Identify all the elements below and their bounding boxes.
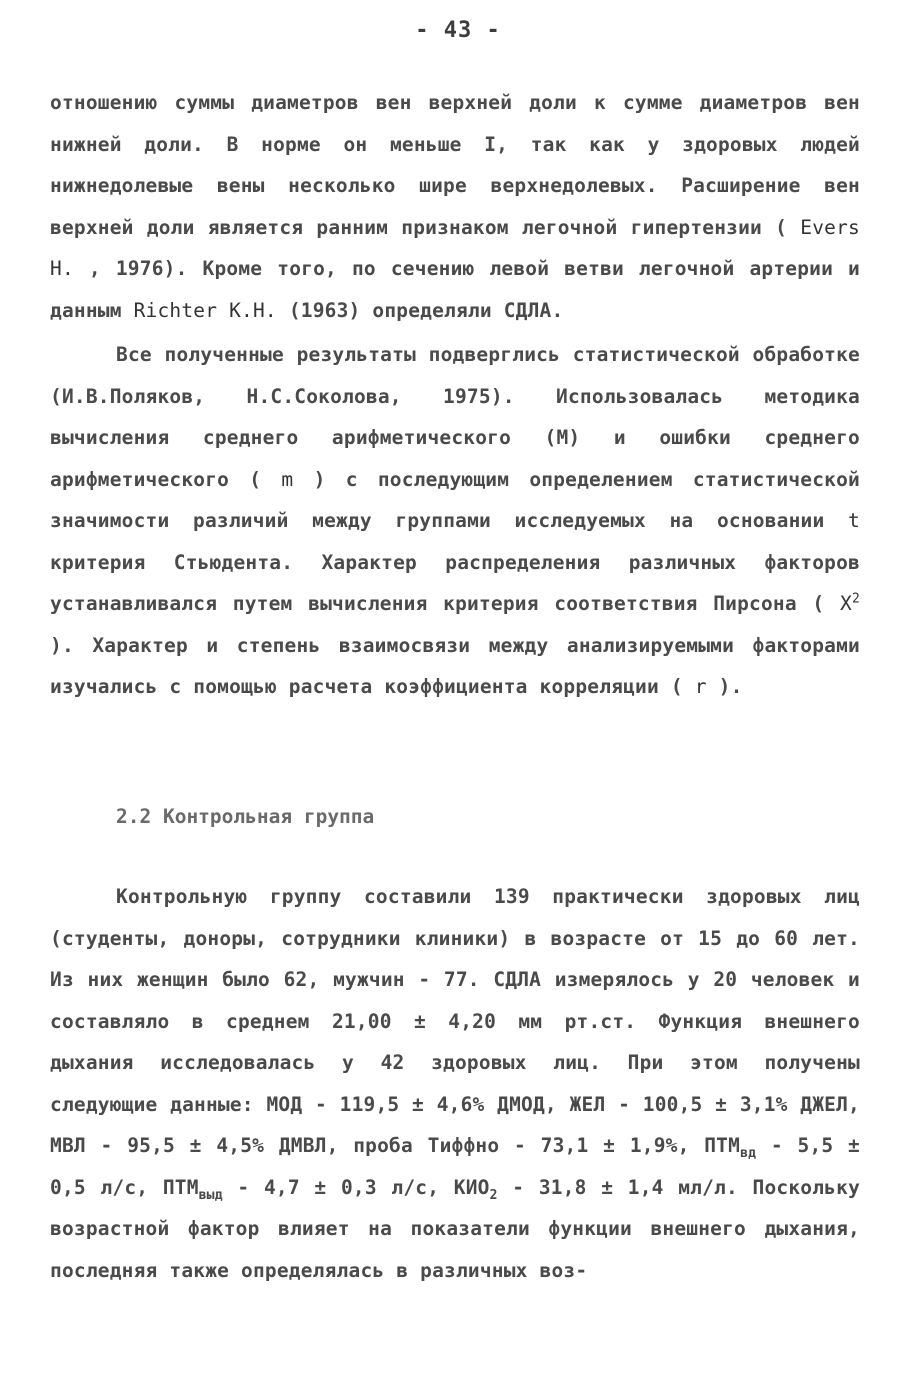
paragraph-text: отношению суммы диаметров вен верхней доли к сумме диаметров вен нижней доли. В норме он меньше I, так как у здоровых людей нижнедолевые вены несколько шире верхнедолевых. Расширение вен верхней доли является ранним признаком легочной гипертензии ( — [50, 91, 860, 239]
symbol-r: r — [694, 675, 707, 698]
paragraph-text: - 5,5 ± 0,5 л/с, ПТМ — [50, 1134, 860, 1199]
subscript-vyd: выд — [198, 1187, 223, 1203]
section-heading: 2.2 Контрольная группа — [116, 805, 375, 828]
page-number: - 43 - — [415, 18, 501, 43]
paragraph-text: ) с последующим определением статистической значимости различий между группами исследуемых на основании — [50, 467, 860, 532]
superscript-2: 2 — [851, 591, 860, 607]
paragraph-text: - 4,7 ± 0,3 л/с, КИО — [222, 1175, 490, 1199]
paragraph-control-group — [50, 876, 860, 1291]
paragraph-text: Все полученные результаты подверглись статистической обработке (И.В.Поляков, Н.С.Соколова, 1975). Использовалась методика вычисления среднего арифметического (М) и ошибки среднего арифметического ( — [50, 343, 860, 491]
subscript-vd: вд — [740, 1145, 757, 1161]
paragraph-text: ). Характер и степень взаимосвязи между анализируемыми факторами изучались с помощью расчета коэффициента корреляции ( — [50, 633, 860, 698]
paragraph-text: критерия Стьюдента. Характер распределения различных факторов устанавливался путем вычисления критерия соответствия Пирсона ( — [50, 550, 860, 615]
subscript-2: 2 — [489, 1187, 498, 1203]
paragraph-statistics — [50, 334, 860, 708]
paragraph-text: ). — [706, 675, 743, 698]
paragraph-text: Контрольную группу составили 139 практически здоровых лиц (студенты, доноры, сотрудники клиники) в возрасте от 15 до 60 лет. Из них женщин было 62, мужчин - 77. СДЛА измерялось у 20 человек и составляло в среднем 21,00 ± 4,20 мм рт.ст. Функция внешнего дыхания исследовалась у 42 здоровых лиц. При этом получены следующие данные: МОД - 119,5 ± 4,6% ДМОД, ЖЕЛ - 100,5 ± 3,1% ДЖЕЛ, МВЛ - 95,5 ± 4,5% ДМВЛ, проба Тиффно - 73,1 ± 1,9%, ПТМ — [50, 885, 860, 1157]
citation-evers: Evers H. — [50, 215, 860, 280]
citation-richter: Richter K.H. — [133, 298, 277, 322]
paragraph-text: , 1976). Кроме того, по сечению левой ветви легочной артерии и данным — [50, 257, 860, 322]
symbol-t: t — [848, 509, 860, 532]
paragraph-venous-ratio — [50, 82, 860, 331]
paragraph-text: - 31,8 ± 1,4 мл/л. Поскольку возрастной фактор влияет на показатели функции внешнего дыхания, последняя также определялась в различных воз- — [50, 1175, 861, 1282]
paragraph-text: (1963) определяли СДЛА. — [276, 298, 564, 322]
symbol-m: m — [281, 467, 294, 491]
symbol-chi: X — [840, 592, 852, 615]
